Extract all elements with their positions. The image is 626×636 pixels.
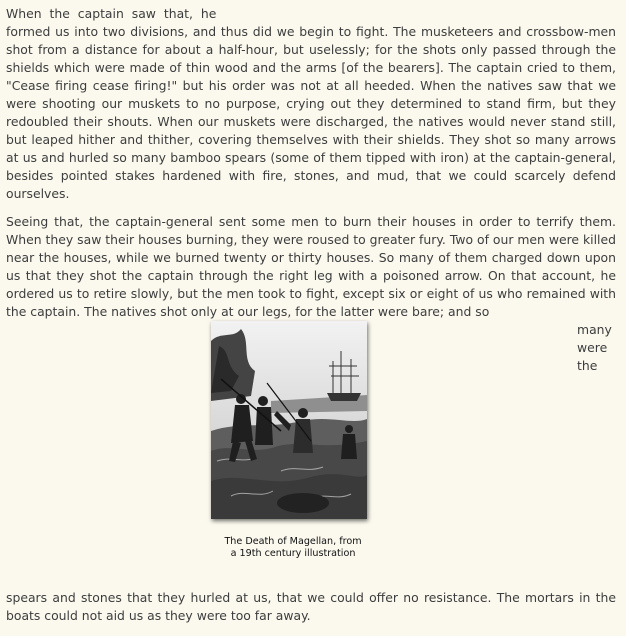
caption-line-2: a 19th century illustration bbox=[230, 548, 356, 559]
article-body bbox=[6, 5, 616, 625]
side-word-2: were bbox=[577, 340, 608, 355]
paragraph-2: Seeing that, the captain-general sent some men to burn their houses in order to terrify them. When they saw their houses burning, they were roused to greater fury. Two of our men were killed near the houses, while we burned twenty or thirty houses. So many of them charged down upon us that they shot the captain through the right leg with a poisoned arrow. On that account, he ordered us to retire slowly, but the men took to fight, except six or eight of us who remained with the captain. The natives shot only at our legs, for the latter were bare; and so bbox=[6, 214, 616, 319]
figure-caption bbox=[206, 536, 380, 560]
caption-line-1: The Death of Magellan, from bbox=[224, 536, 362, 547]
paragraph-1-first-line: When the captain saw that, he bbox=[6, 6, 217, 21]
side-word-3: the bbox=[577, 358, 598, 373]
side-word-1: many bbox=[577, 322, 612, 337]
magellan-death-illustration bbox=[211, 321, 367, 519]
figure-wrap-area bbox=[6, 321, 616, 589]
paragraph-1: formed us into two divisions, and thus did we begin to fight. The musketeers and crossbow-men shot from a distance for about a half-hour, but uselessly; for the shots only passed through the shields which were made of thin wood and the arms [of the bearers]. The captain cried to them, "Cease firing cease firing!" but his order was not at all heeded. When the natives saw that we were shooting our muskets to no purpose, crying out they determined to stand firm, but they redoubled their shouts. When our muskets were discharged, the natives would never stand still, but leaped hither and thither, covering themselves with their shields. They shot so many arrows at us and hurled so many bamboo spears (some of them tipped with iron) at the captain-general, besides pointed stakes hardened with fire, stones, and mud, that we could scarcely defend ourselves. bbox=[6, 24, 616, 201]
paragraph-3: spears and stones that they hurled at us, that we could offer no resistance. The mortars in the boats could not aid us as they were too far away. bbox=[6, 590, 616, 623]
figure bbox=[206, 321, 380, 560]
wrapped-side-text bbox=[577, 321, 613, 375]
